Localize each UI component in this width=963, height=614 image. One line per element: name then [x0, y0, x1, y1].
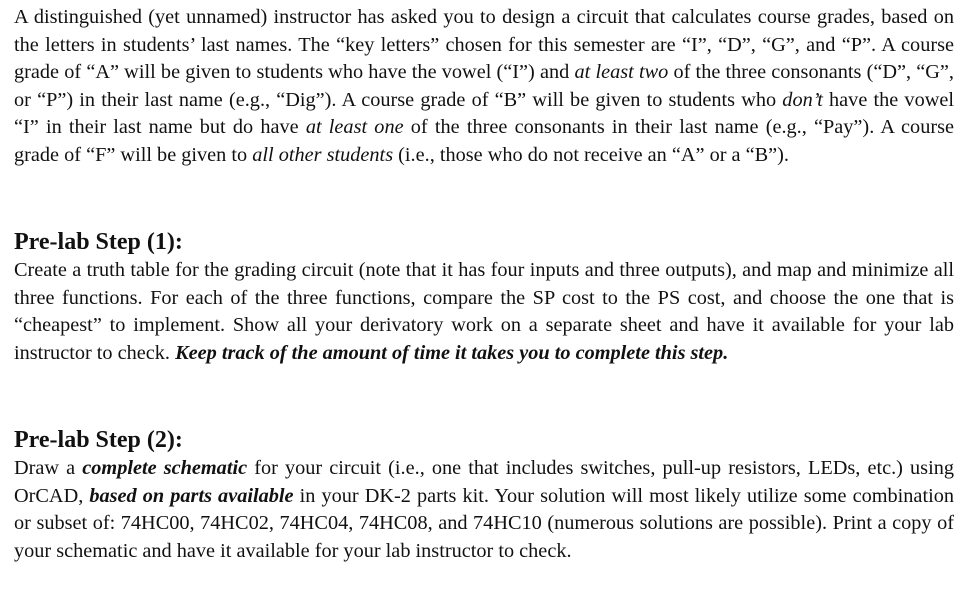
step1-emphasis-keep-track: Keep track of the amount of time it takes you to complete this step.: [175, 341, 729, 364]
prelab-step-2-section: [14, 425, 954, 565]
intro-emphasis-all-other-students: all other students: [252, 143, 394, 166]
step2-emphasis-complete-schematic: complete schematic: [82, 457, 248, 479]
intro-text-2: of the three consonants (“D”, “G”, or “P”) in their last name (e.g., “Dig”). A course grade of “B” will be given to students who: [14, 61, 954, 111]
step2-text-1: Draw a: [14, 457, 83, 479]
intro-emphasis-at-least-two: at least two: [574, 61, 669, 83]
prelab-step-1-section: [14, 227, 954, 367]
prelab-step-1-paragraph: [14, 257, 954, 367]
prelab-step-2-paragraph: [14, 455, 954, 565]
intro-paragraph: [14, 4, 954, 169]
prelab-step-2-title: Pre-lab Step (2):: [14, 427, 183, 453]
prelab-step-1-title: Pre-lab Step (1):: [14, 229, 183, 255]
intro-text-5: (i.e., those who do not receive an “A” or a “B”).: [393, 143, 789, 166]
step2-emphasis-based-on-parts: based on parts available: [89, 484, 294, 507]
intro-emphasis-dont: don’t: [782, 88, 823, 111]
intro-text-1: A distinguished (yet unnamed) instructor has asked you to design a circuit that calculates course grades, based on the letters in students’ last names. The “key letters” chosen for this semester are “I”, “D”, “G”, and “P”. A course grade of “A” will be given to students who have the vowel (“I”) and: [14, 6, 954, 83]
step1-text-1: Create a truth table for the grading circuit (note that it has four inputs and three outputs), and map and minimize all three functions. For each of the three functions, compare the SP cost to the PS cost, and choose the one that is “cheapest” to implement. Show all your derivatory work on a separate sheet and have it available for your lab instructor to check.: [14, 259, 954, 364]
intro-emphasis-at-least-one: at least one: [305, 116, 404, 138]
intro-text-4: of the three consonants in their last name (e.g., “Pay”). A course grade of “F” will be given to: [14, 116, 954, 166]
intro-section: [14, 4, 954, 169]
step2-text-2: for your circuit (i.e., one that includes switches, pull-up resistors, LEDs, etc.) using OrCAD,: [14, 457, 954, 507]
step2-text-3: in your DK-2 parts kit. Your solution will most likely utilize some combination or subset of: 74HC00, 74HC02, 74HC04, 74HC08, and 74HC10 (numerous solutions are possible). Print a copy of your schematic and have it available for your lab instructor to check.: [14, 484, 954, 562]
intro-text-3: have the vowel “I” in their last name but do have: [14, 88, 954, 138]
